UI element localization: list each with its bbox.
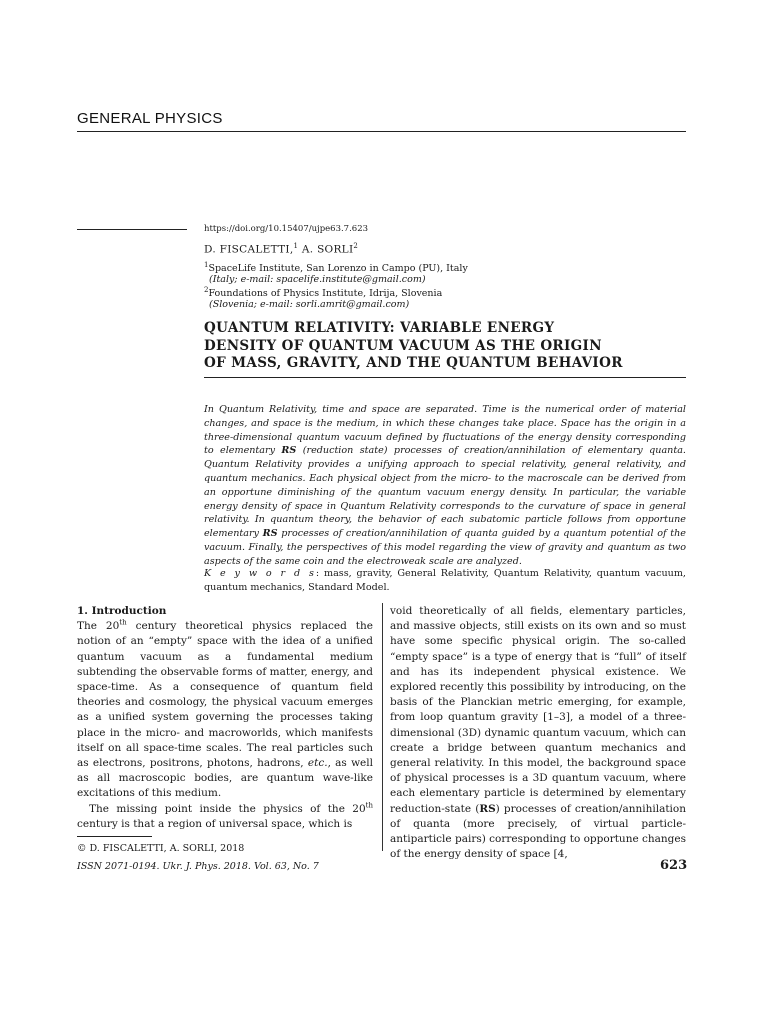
column-right: [390, 604, 686, 862]
footnote-rule: [77, 836, 152, 837]
section-heading: 1. Introduction: [77, 605, 167, 617]
affiliation-1-email: (Italy; e-mail: spacelife.institute@gmail.com): [209, 274, 426, 285]
author-2: A. SORLI: [301, 243, 354, 256]
title-rule: [204, 377, 686, 378]
copyright: © D. FISCALETTI, A. SORLI, 2018: [77, 843, 245, 854]
affiliation-2-email: (Slovenia; e-mail: sorli.amrit@gmail.com): [209, 299, 410, 310]
author-2-sup: 2: [353, 242, 359, 250]
intro-paragraph-1: The 20th century theoretical physics replaced the notion of an “empty” space with the idea of a unified quantum vacuum as a fundamental medium subtending the observable forms of matter, energy, and space-time. As a consequence of quantum field theories and cosmology, the physical vacuum emerges as a unified system governing the processes taking place in the micro- and macroworlds, which manifests itself on all space-time scales. The real particles such as electrons, positrons, photons, hadrons, etc., as well as all macroscopic bodies, are quantum wave-like excitations of this medium.: [77, 618, 373, 800]
title-line-3: OF MASS, GRAVITY, AND THE QUANTUM BEHAVIOR: [204, 355, 623, 371]
paper-title: [204, 320, 684, 373]
intro-paragraph-2-cont: void theoretically of all fields, elementary particles, and massive objects, still exists on its own and so must have some specific physical origin. The so-called “empty space” is a type of energy that is “full” of itself and has its independent physical existence. We explored recently this possibility by introducing, on the basis of the Planckian metric emerging, for example, from loop quantum gravity [1–3], a model of a three-dimensional (3D) dynamic quantum vacuum, which can create a bridge between quantum mechanics and general relativity. In this model, the background space of physical processes is a 3D quantum vacuum, where each elementary particle is determined by elementary reduction-state (RS) processes of creation/annihilation of quanta (more precisely, of virtual particle-antiparticle pairs) corresponding to opportune changes of the energy density of space [4,: [390, 605, 686, 861]
keywords-text: : mass, gravity, General Relativity, Quantum Relativity, quantum vacuum, quantum mechanics, Standard Model.: [204, 568, 686, 593]
header-rule: [77, 131, 686, 132]
affiliation-1: $^1$SpaceLife Institute, San Lorenzo in Campo (PU), Italy: [204, 261, 468, 275]
authors: [204, 242, 358, 256]
journal-issn: ISSN 2071-0194. Ukr. J. Phys. 2018. Vol. 63, No. 7: [77, 861, 319, 872]
column-left: [77, 604, 373, 832]
title-line-2: DENSITY OF QUANTUM VACUUM AS THE ORIGIN: [204, 337, 602, 354]
intro-paragraph-2: The missing point inside the physics of the 20th century is that a region of universal space, which is: [77, 801, 373, 830]
affiliation-2: $^2$Foundations of Physics Institute, Idrija, Slovenia: [204, 286, 443, 300]
page-number: 623: [660, 858, 688, 873]
section-header: GENERAL PHYSICS: [77, 110, 223, 127]
doi-link[interactable]: https://doi.org/10.15407/ujpe63.7.623: [204, 224, 369, 234]
keywords: [204, 567, 686, 595]
keywords-label: K e y w o r d s: [204, 568, 316, 579]
abstract: In Quantum Relativity, time and space are separated. Time is the numerical order of material changes, and space is the medium, in which these changes take place. Space has the origin in a three-dimensional quantum vacuum defined by fluctuations of the energy density corresponding to elementary RS (reduction state) processes of creation/annihilation of elementary quanta. Quantum Relativity provides a unifying approach to special relativity, general relativity, and quantum mechanics. Each physical object from the micro- to the macroscale can be derived from an opportune diminishing of the quantum vacuum energy density. In particular, the variable energy density of space in Quantum Relativity corresponds to the curvature of space in general relativity. In quantum theory, the behavior of each subatomic particle follows from opportune elementary RS processes of creation/annihilation of quanta guided by a quantum potential of the vacuum. Finally, the perspectives of this model regarding the view of gravity and quantum as two aspects of the same coin and the electroweak scale are analyzed.: [204, 404, 686, 567]
title-line-1: QUANTUM RELATIVITY: VARIABLE ENERGY: [204, 320, 555, 336]
column-divider: [382, 603, 383, 851]
left-rule: [77, 229, 187, 230]
author-1: D. FISCALETTI,: [204, 243, 294, 256]
author-1-sup: 1: [293, 242, 299, 250]
